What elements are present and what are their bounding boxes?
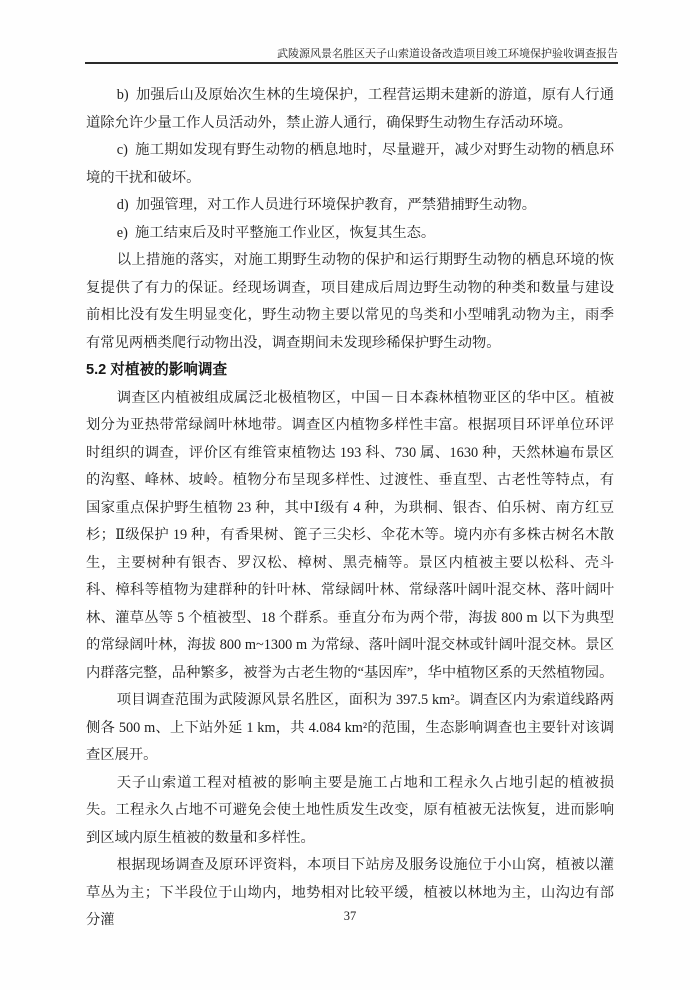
paragraph-vegetation-overview: 调查区内植被组成属泛北极植物区，中国－日本森林植物亚区的华中区。植被划分为亚热带常绿阔叶林地带。调查区内植物多样性丰富。根据项目环评单位环评时组织的调查，评价区有维管束植物达 193 科、730 属、1630 种，天然林遍布景区的沟壑、峰林、坡岭。植物分布呈现多样性、过渡性、垂直型、古老性等特点，有国家重点保护野生植物 23 种，其中Ⅰ级有 4 种，为珙桐、银杏、伯乐树、南方红豆杉；Ⅱ级保护 19 种，有香果树、篦子三尖杉、伞花木等。境内亦有多株古树名木散生，主要树种有银杏、罗汉松、樟树、黑壳楠等。景区内植被主要以松科、壳斗科、樟科等植物为建群种的针叶林、常绿阔叶林、常绿落叶阔叶混交林、落叶阔叶林、灌草丛等 5 个植被型、18 个群系。垂直分布为两个带，海拔 800 m 以下为典型的常绿阔叶林，海拔 800 m~1300 m 为常绿、落叶阔叶混交林或针阔叶混交林。景区内群落完整，品种繁多，被誉为古老生物的“基因库”，华中植物区系的天然植物园。 — [86, 389, 614, 681]
running-header-title: 武陵源风景名胜区天子山索道设备改造项目竣工环境保护验收调查报告 — [277, 48, 618, 60]
header-rule — [85, 62, 618, 64]
list-item-c: c) 施工期如发现有野生动物的栖息地时，尽量避开，减少对野生动物的栖息环境的干扰和破坏。 — [86, 142, 614, 186]
list-item-d: d) 加强管理，对工作人员进行环境保护教育，严禁猎捕野生动物。 — [116, 197, 537, 213]
section-heading-5-2: 5.2 对植被的影响调查 — [86, 362, 228, 378]
paragraph-survey-scope: 项目调查范围为武陵源风景名胜区，面积为 397.5 km²。调查区内为索道线路两侧各 500 m、上下站外延 1 km，共 4.084 km²的范围，生态影响调查也主要针对该调查区展开。 — [86, 692, 614, 763]
page-body — [86, 82, 614, 935]
paragraph-site-description: 根据现场调查及原环评资料，本项目下站房及服务设施位于小山窝，植被以灌草丛为主；下半段位于山坳内，地势相对比较平缓，植被以林地为主，山沟边有部分灌 — [86, 857, 614, 928]
paragraph-wildlife-conclusion: 以上措施的落实，对施工期野生动物的保护和运行期野生动物的栖息环境的恢复提供了有力的保证。经现场调查，项目建成后周边野生动物的种类和数量与建设前相比没有发生明显变化，野生动物主要以常见的鸟类和小型哺乳动物为主，雨季有常见两栖类爬行动物出没，调查期间未发现珍稀保护野生动物。 — [86, 252, 614, 351]
paragraph-vegetation-impact: 天子山索道工程对植被的影响主要是施工占地和工程永久占地引起的植被损失。工程永久占地不可避免会使土地性质发生改变，原有植被无法恢复，进而影响到区域内原生植被的数量和多样性。 — [86, 774, 614, 846]
list-item-b: b) 加强后山及原始次生林的生境保护，工程营运期未建新的游道，原有人行通道除允许少量工作人员活动外，禁止游人通行，确保野生动物生存活动环境。 — [86, 87, 614, 131]
page-number: 37 — [343, 909, 357, 923]
list-item-e: e) 施工结束后及时平整施工作业区，恢复其生态。 — [116, 224, 436, 241]
